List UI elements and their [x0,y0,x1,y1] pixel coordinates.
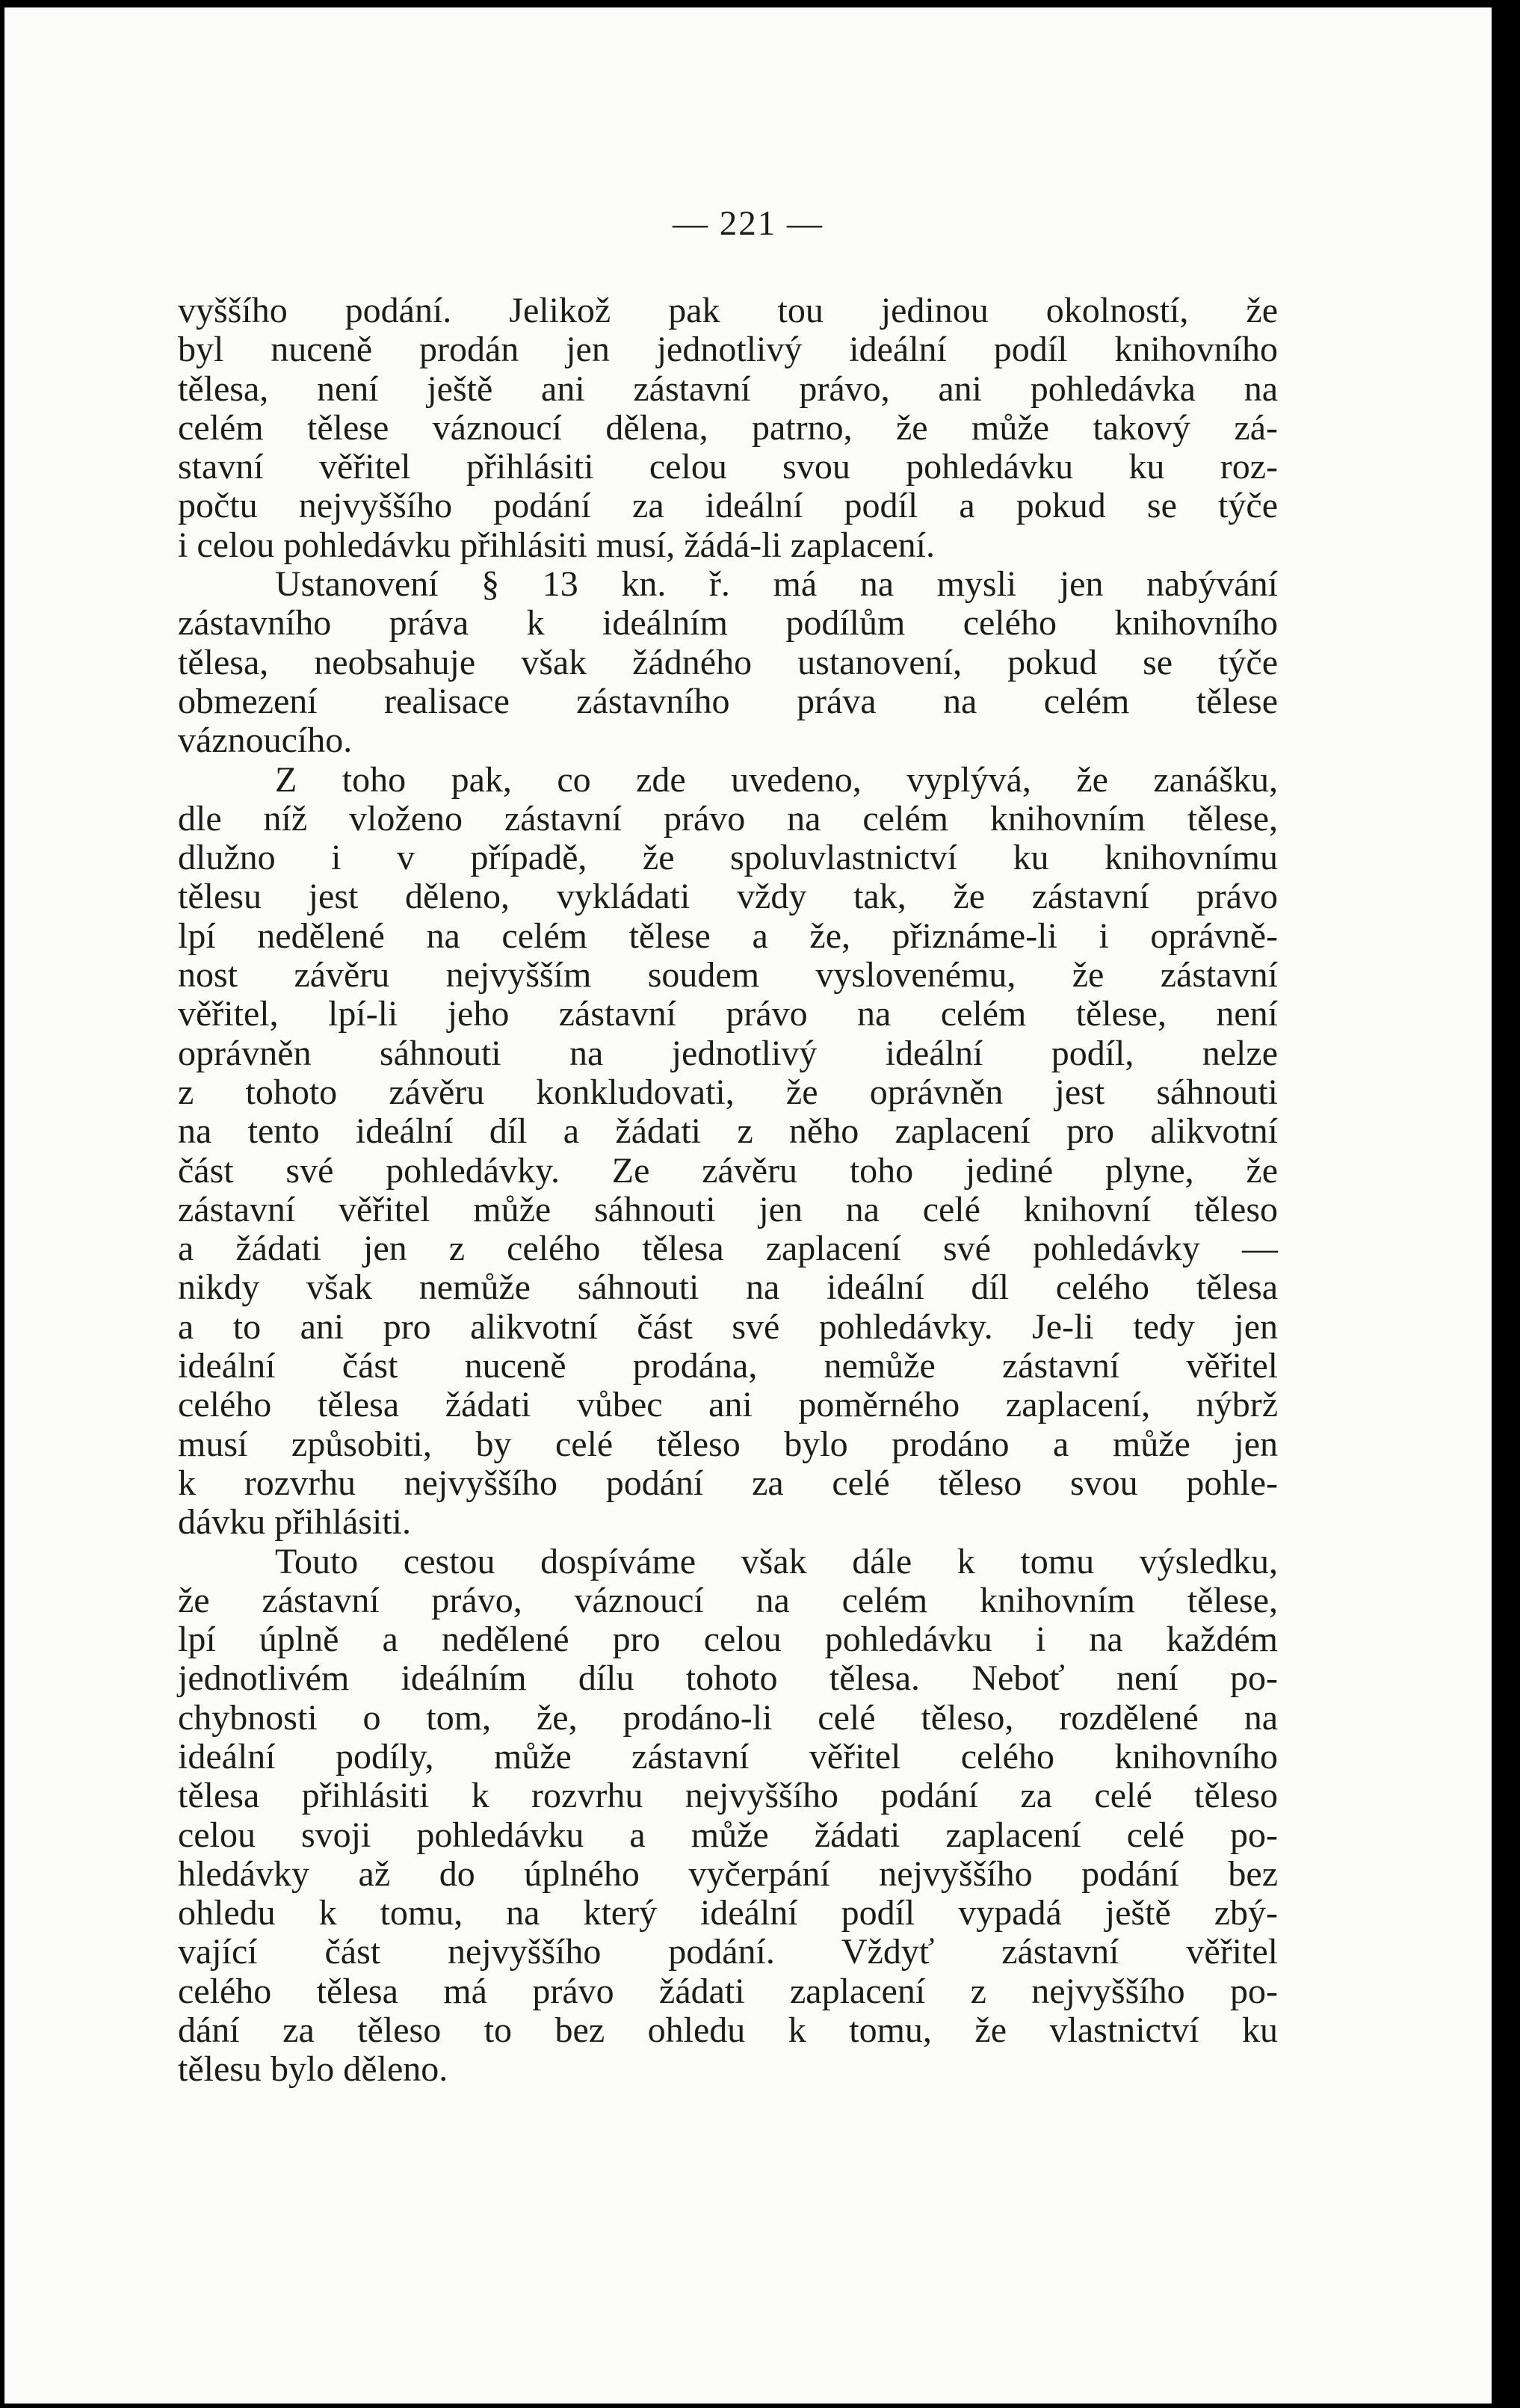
text-line: chybnosti o tom, že, prodáno-li celé těleso, rozdělené na [178,1697,1278,1738]
text-line: ideální část nuceně prodána, nemůže zástavní věřitel [178,1346,1278,1386]
text-line: z tohoto závěru konkludovati, že oprávněn jest sáhnouti [178,1072,1278,1112]
text-line: celém tělese váznoucí dělena, patrno, že může takový zá- [178,407,1278,448]
text-line: dání za těleso to bez ohledu k tomu, že vlastnictví ku [178,2010,1278,2051]
page-number: — 221 — [673,204,824,243]
text-line: vající část nejvyššího podání. Vždyť zástavní věřitel [178,1932,1278,1972]
text-line: byl nuceně prodán jen jednotlivý ideální podíl knihovního [178,330,1278,370]
text-line: tělesu jest děleno, vykládati vždy tak, že zástavní právo [178,877,1278,917]
text-line: hledávky až do úplného vyčerpání nejvyššího podání bez [178,1853,1278,1894]
text-line: celého tělesa má právo žádati zaplacení z nejvyššího po- [178,1971,1278,2011]
text-line: lpí nedělené na celém tělese a že, přiznáme-li i oprávně- [178,916,1278,956]
text-line: dlužno i v případě, že spoluvlastnictví ku knihovnímu [178,838,1278,878]
text-line: nikdy však nemůže sáhnouti na ideální díl celého tělesa [178,1268,1278,1308]
text-line: na tento ideální díl a žádati z něho zaplacení pro alikvotní [178,1111,1278,1152]
text-line: oprávněn sáhnouti na jednotlivý ideální podíl, nelze [178,1033,1278,1073]
text-line: zástavní věřitel může sáhnouti jen na celé knihovní těleso [178,1189,1278,1229]
text-line: stavní věřitel přihlásiti celou svou pohledávku ku roz- [178,447,1278,487]
text-line: i celou pohledávku přihlásiti musí, žádá-li zaplacení. [178,525,935,565]
text-line: lpí úplně a nedělené pro celou pohledávku i na každém [178,1620,1278,1660]
text-line: tělesu bylo děleno. [178,2049,448,2090]
text-line: celého tělesa žádati vůbec ani poměrného zaplacení, nýbrž [178,1385,1278,1425]
text-line: celou svoji pohledávku a může žádati zaplacení celé po- [178,1815,1278,1855]
text-line: věřitel, lpí-li jeho zástavní právo na celém tělese, není [178,994,1278,1034]
text-line: obmezení realisace zástavního práva na celém tělese [178,681,1278,721]
text-line: musí způsobiti, by celé těleso bylo prodáno a může jen [178,1424,1278,1464]
text-line: jednotlivém ideálním dílu tohoto tělesa. Neboť není po- [178,1658,1278,1699]
text-line: Ustanovení § 13 kn. ř. má na mysli jen nabývání [275,564,1278,605]
text-line: část své pohledávky. Ze závěru toho jediné plyne, že [178,1150,1278,1191]
text-line: k rozvrhu nejvyššího podání za celé těleso svou pohle- [178,1463,1278,1503]
text-line: tělesa přihlásiti k rozvrhu nejvyššího podání za celé těleso [178,1776,1278,1816]
text-line: nost závěru nejvyšším soudem vyslovenému, že zástavní [178,955,1278,995]
text-line: tělesa, neobsahuje však žádného ustanovení, pokud se týče [178,642,1278,682]
text-line: Z toho pak, co zde uvedeno, vyplývá, že zanášku, [275,759,1278,800]
book-page [4,7,1492,2404]
text-line: ohledu k tomu, na který ideální podíl vypadá ještě zbý- [178,1893,1278,1933]
text-line: zástavního práva k ideálním podílům celého knihovního [178,603,1278,643]
text-line: a to ani pro alikvotní část své pohledávky. Je-li tedy jen [178,1306,1278,1347]
text-line: že zástavní právo, váznoucí na celém knihovním tělese, [178,1580,1278,1620]
body-text [178,291,1278,2090]
text-line: vyššího podání. Jelikož pak tou jedinou okolností, že [178,291,1278,330]
text-line: tělesa, není ještě ani zástavní právo, ani pohledávka na [178,368,1278,409]
text-line: dávku přihlásiti. [178,1502,411,1543]
text-line: dle níž vloženo zástavní právo na celém knihovním tělese, [178,798,1278,839]
text-line: ideální podíly, může zástavní věřitel celého knihovního [178,1736,1278,1776]
text-line: Touto cestou dospíváme však dále k tomu výsledku, [275,1541,1278,1581]
text-line: počtu nejvyššího podání za ideální podíl a pokud se týče [178,486,1278,526]
text-line: a žádati jen z celého tělesa zaplacení své pohledávky — [178,1229,1278,1269]
text-line: váznoucího. [178,720,353,761]
